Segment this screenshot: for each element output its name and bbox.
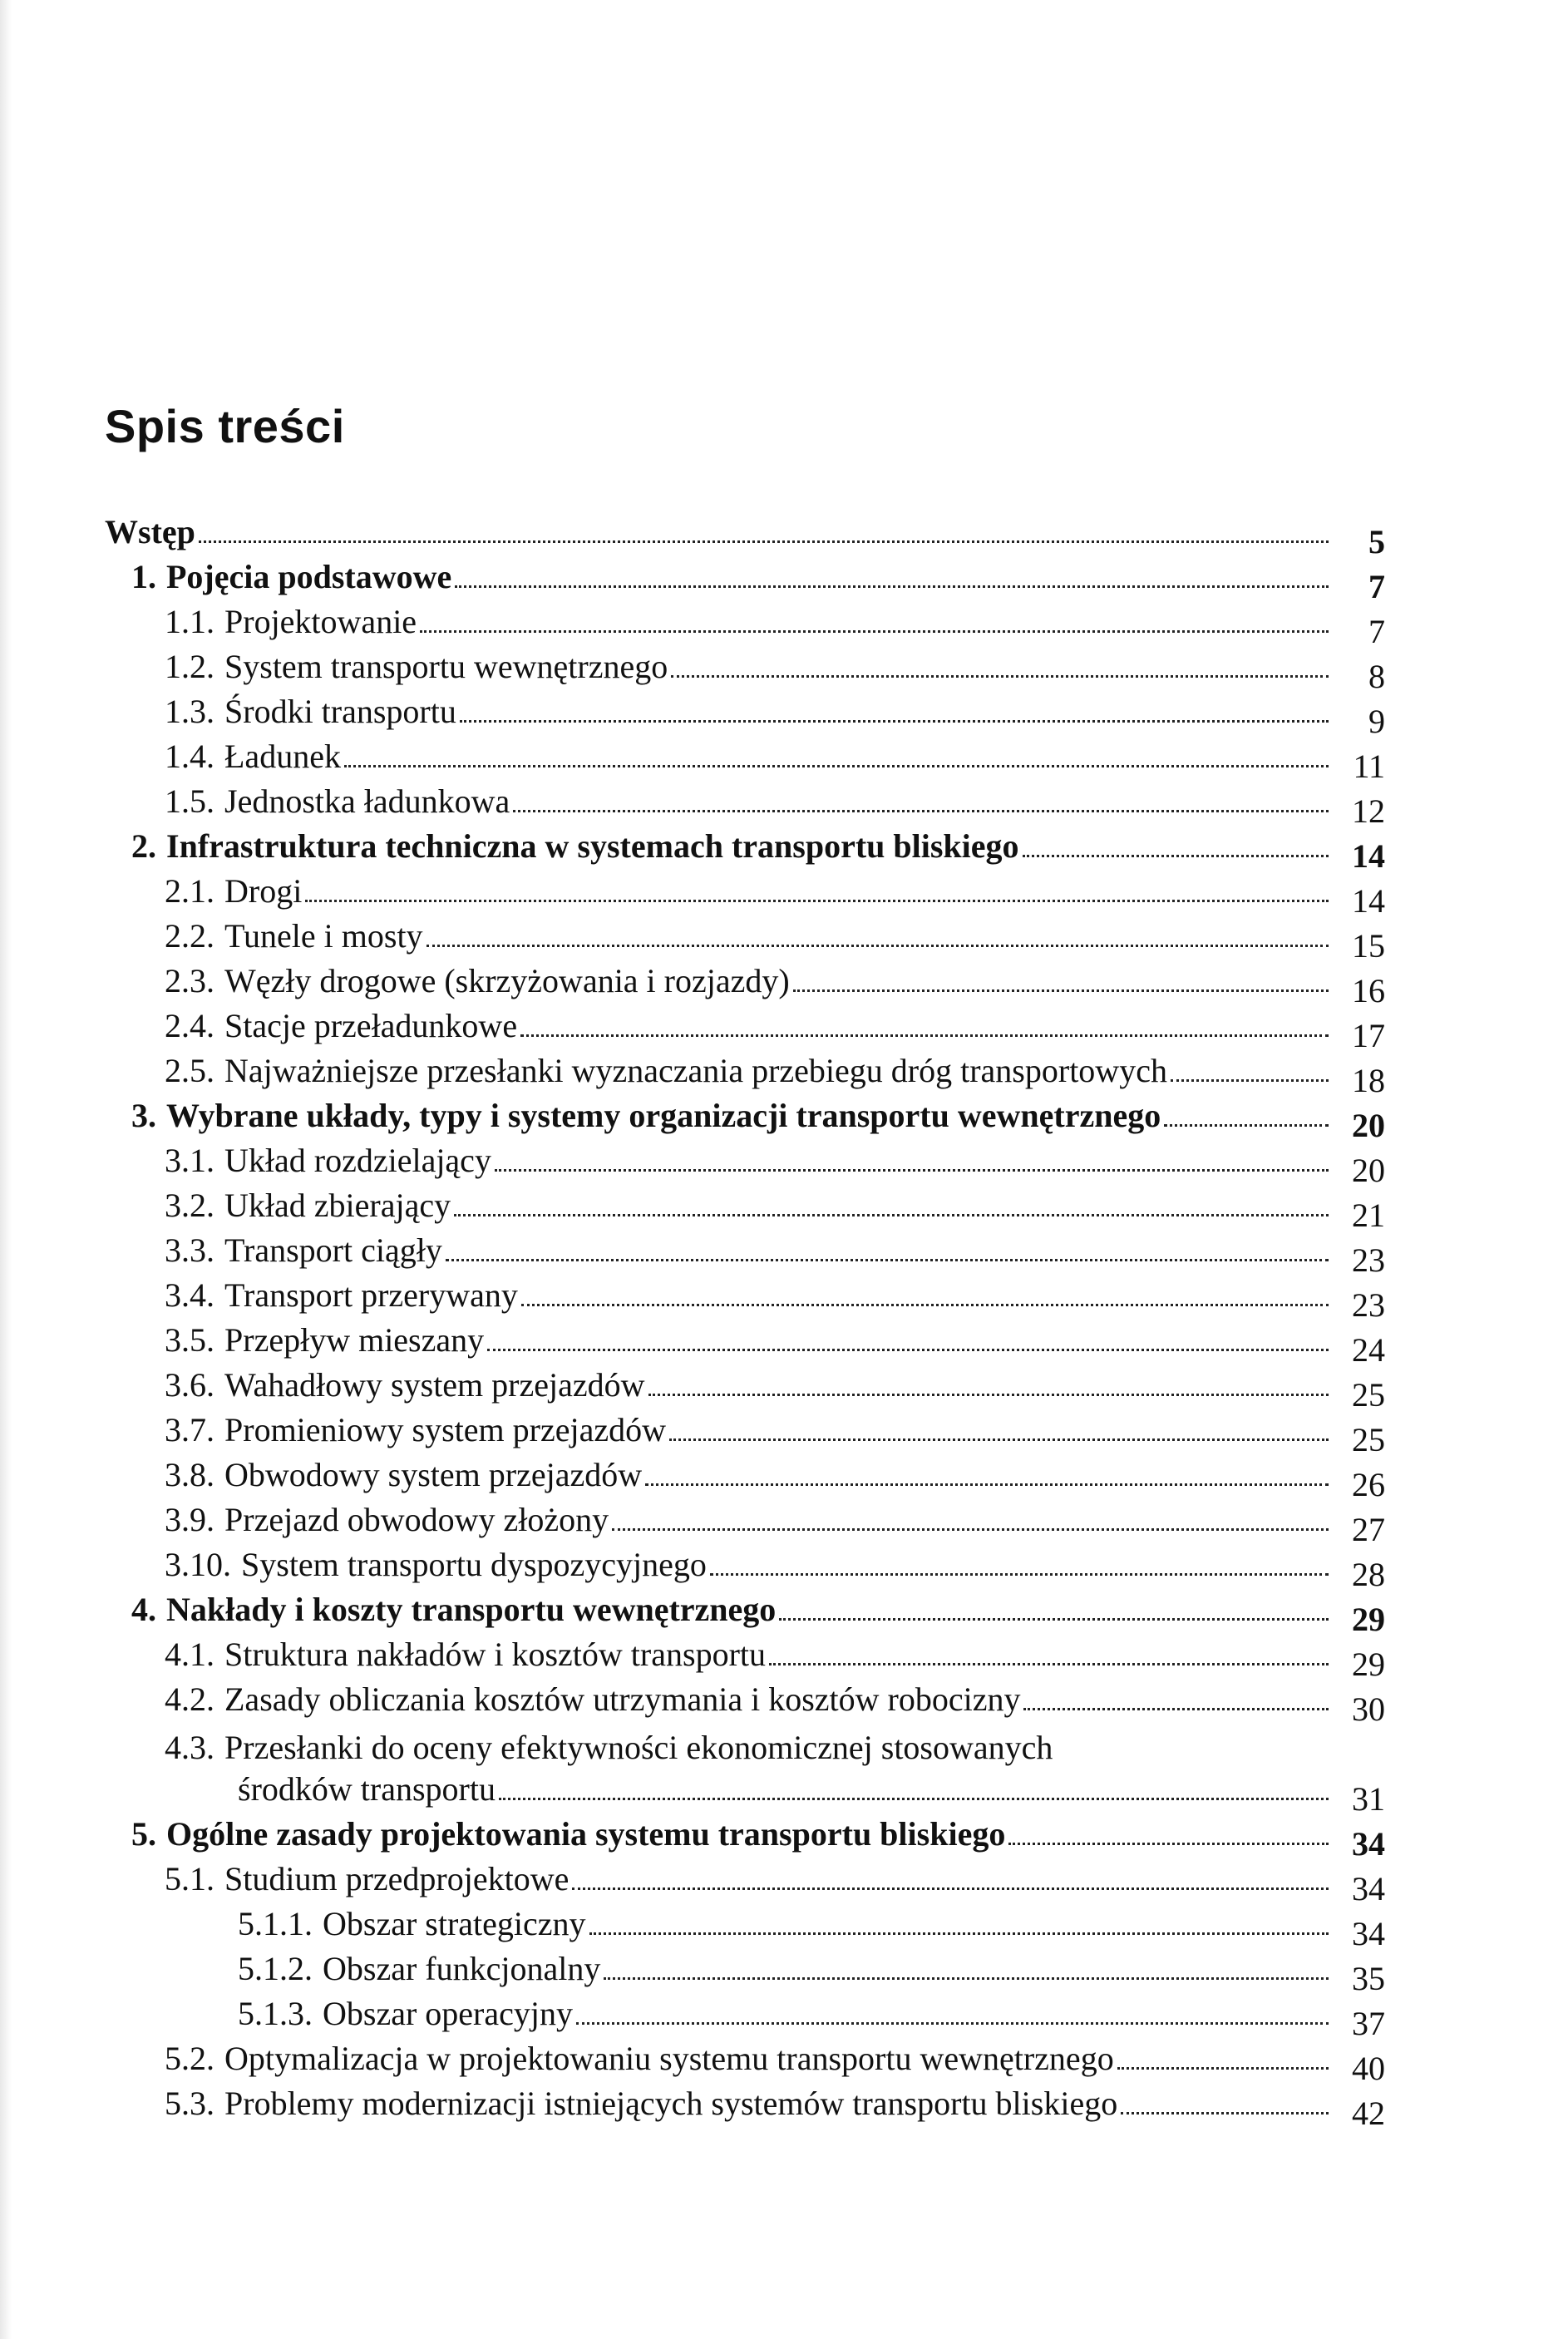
dot-leader	[513, 810, 1329, 812]
toc-entry[interactable]	[105, 1226, 1385, 1279]
toc-entry-page-number: 18	[1352, 1062, 1385, 1099]
dot-leader	[454, 1214, 1329, 1216]
toc-entry-number: 2.5.	[165, 1052, 214, 1089]
toc-entry[interactable]	[105, 1450, 1385, 1503]
toc-entry-title: Studium przedprojektowe	[224, 1860, 570, 1897]
toc-entry[interactable]	[105, 777, 1385, 830]
toc-entry-title: Struktura nakładów i kosztów transportu	[224, 1636, 766, 1673]
toc-entry[interactable]	[105, 911, 1385, 965]
dot-leader	[645, 1483, 1329, 1486]
toc-entry-page-number: 16	[1352, 972, 1385, 1009]
toc-entry-number: 2.	[131, 827, 156, 865]
toc-entry[interactable]	[105, 1181, 1385, 1234]
toc-entry[interactable]	[105, 1899, 1385, 1952]
toc-entry-title: Problemy modernizacji istniejących systemów transportu bliskiego	[224, 2085, 1118, 2122]
toc-entry-title: System transportu wewnętrznego	[224, 648, 668, 685]
page-title: Spis treści	[105, 400, 345, 452]
page-edge-shadow	[0, 0, 12, 2339]
toc-entry[interactable]	[105, 1809, 1385, 1863]
toc-entry-title: Projektowanie	[224, 603, 417, 640]
toc-entry-page-number: 34	[1352, 1915, 1385, 1952]
toc-entry-number: 3.8.	[165, 1456, 214, 1493]
toc-entry-title: Wstęp	[105, 513, 195, 550]
toc-entry-page-number: 20	[1352, 1152, 1385, 1189]
toc-entry-page-number: 37	[1352, 2005, 1385, 2042]
toc-entry[interactable]	[105, 2034, 1385, 2087]
dot-leader	[499, 1798, 1329, 1800]
toc-entry-page-number: 23	[1352, 1286, 1385, 1324]
toc-entry-title: Obszar funkcjonalny	[323, 1950, 601, 1987]
toc-entry-title: Drogi	[224, 872, 303, 910]
toc-entry-number: 1.5.	[165, 782, 214, 820]
toc-entry[interactable]	[105, 1854, 1385, 1907]
toc-entry-page-number: 12	[1352, 792, 1385, 830]
toc-entry-page-number: 40	[1352, 2050, 1385, 2087]
toc-entry-page-number: 31	[1352, 1780, 1385, 1818]
toc-entry-page-number: 15	[1352, 927, 1385, 965]
dot-leader	[1023, 1708, 1329, 1710]
toc-entry-number: 3.7.	[165, 1411, 214, 1448]
toc-entry-number: 2.4.	[165, 1007, 214, 1044]
toc-entry[interactable]	[105, 687, 1385, 740]
dot-leader	[446, 1259, 1329, 1261]
toc-entry-title: Układ zbierający	[224, 1187, 451, 1224]
toc-entry-number: 3.9.	[165, 1501, 214, 1538]
toc-entry-number: 5.1.1.	[238, 1905, 313, 1942]
toc-entry-page-number: 26	[1352, 1466, 1385, 1503]
toc-entry[interactable]	[105, 1675, 1385, 1728]
toc-entry-number: 5.3.	[165, 2085, 214, 2122]
toc-entry[interactable]	[105, 1001, 1385, 1054]
dot-leader	[669, 1438, 1329, 1441]
dot-leader	[344, 765, 1329, 767]
dot-leader	[779, 1618, 1329, 1621]
toc-entry-title: Pojęcia podstawowe	[166, 558, 452, 595]
toc-entry-number: 2.1.	[165, 872, 214, 910]
toc-entry-title: Transport przerywany	[224, 1276, 518, 1314]
toc-entry-title: Transport ciągły	[224, 1231, 442, 1269]
toc-entry-number: 4.2.	[165, 1680, 214, 1718]
toc-entry-page-number: 30	[1352, 1690, 1385, 1728]
toc-entry-page-number: 28	[1352, 1556, 1385, 1593]
toc-entry-title: System transportu dyspozycyjnego	[241, 1546, 707, 1583]
toc-entry-page-number: 8	[1368, 658, 1385, 695]
toc-entry-page-number: 35	[1352, 1960, 1385, 1997]
toc-entry-page-number: 7	[1368, 613, 1385, 650]
toc-entry-number: 1.2.	[165, 648, 214, 685]
toc-entry-number: 3.2.	[165, 1187, 214, 1224]
toc-entry[interactable]	[105, 1720, 1385, 1818]
toc-entry-page-number: 11	[1353, 748, 1385, 785]
toc-entry[interactable]	[105, 1630, 1385, 1683]
toc-entry-title: Promieniowy system przejazdów	[224, 1411, 666, 1448]
toc-entry[interactable]	[105, 1989, 1385, 2042]
dot-leader	[576, 2022, 1329, 2025]
dot-leader	[1008, 1843, 1329, 1845]
toc-entry-number: 4.1.	[165, 1636, 214, 1673]
toc-entry-page-number: 34	[1352, 1825, 1385, 1863]
toc-entry-number: 1.3.	[165, 693, 214, 730]
toc-entry-page-number: 25	[1352, 1376, 1385, 1414]
dot-leader	[612, 1528, 1329, 1531]
toc-entry-page-number: 23	[1352, 1241, 1385, 1279]
toc-entry-number: 5.	[131, 1815, 156, 1853]
toc-entry-number: 5.1.3.	[238, 1995, 313, 2032]
toc-entry-page-number: 14	[1352, 837, 1385, 875]
dot-leader	[199, 540, 1329, 543]
toc-entry-number: 3.10.	[165, 1546, 231, 1583]
toc-entry[interactable]	[105, 1271, 1385, 1324]
toc-entry-title: Obszar strategiczny	[323, 1905, 586, 1942]
toc-entry[interactable]	[105, 1405, 1385, 1458]
dot-leader	[520, 1034, 1329, 1037]
toc-entry[interactable]	[105, 1944, 1385, 1997]
toc-entry-title: Tunele i mosty	[224, 917, 423, 955]
toc-entry-page-number: 5	[1368, 523, 1385, 560]
dot-leader	[1117, 2067, 1329, 2070]
dot-leader	[460, 720, 1329, 723]
toc-entry-title: Jednostka ładunkowa	[224, 782, 510, 820]
toc-entry-page-number: 9	[1368, 703, 1385, 740]
toc-entry-title: Wahadłowy system przejazdów	[224, 1366, 645, 1404]
toc-entry[interactable]	[105, 507, 1385, 560]
dot-leader	[769, 1663, 1329, 1665]
dot-leader	[455, 585, 1329, 588]
toc-entry-title: Ładunek	[224, 738, 341, 775]
toc-entry-title: Węzły drogowe (skrzyżowania i rozjazdy)	[224, 962, 790, 999]
toc-entry-number: 3.6.	[165, 1366, 214, 1404]
toc-entry[interactable]	[105, 732, 1385, 785]
toc-entry-number: 3.1.	[165, 1142, 214, 1179]
toc-entry-page-number: 14	[1352, 882, 1385, 920]
toc-entry-number: 2.3.	[165, 962, 214, 999]
toc-entry-title: Przepływ mieszany	[224, 1321, 485, 1359]
toc-entry-page-number: 25	[1352, 1421, 1385, 1458]
toc-entry[interactable]	[105, 1585, 1385, 1638]
toc-entry-number: 5.1.	[165, 1860, 214, 1897]
toc-entry[interactable]	[105, 1046, 1385, 1099]
toc-entry-number: 3.3.	[165, 1231, 214, 1269]
toc-entry-number: 1.4.	[165, 738, 214, 775]
toc-entry-number: 1.1.	[165, 603, 214, 640]
toc-entry-title: Obszar operacyjny	[323, 1995, 573, 2032]
toc-entry-title: Nakłady i koszty transportu wewnętrznego	[166, 1591, 777, 1628]
dot-leader	[648, 1394, 1329, 1396]
toc-entry[interactable]	[105, 1315, 1385, 1369]
dot-leader	[495, 1169, 1329, 1172]
dot-leader	[671, 675, 1329, 678]
toc-entry-page-number: 21	[1352, 1197, 1385, 1234]
dot-leader	[1164, 1124, 1329, 1127]
toc-entry[interactable]	[105, 642, 1385, 695]
toc-entry-number: 5.1.2.	[238, 1950, 313, 1987]
toc-entry[interactable]	[105, 552, 1385, 605]
toc-entry-number: 2.2.	[165, 917, 214, 955]
toc-entry[interactable]	[105, 956, 1385, 1009]
toc-entry-number: 1.	[131, 558, 156, 595]
toc-entry-title-continued: środków transportu	[238, 1770, 496, 1808]
toc-entry[interactable]	[105, 1360, 1385, 1414]
toc-entry-title: Przesłanki do oceny efektywności ekonomicznej stosowanych	[224, 1729, 1053, 1766]
dot-leader	[487, 1349, 1329, 1351]
toc-entry-page-number: 34	[1352, 1870, 1385, 1907]
dot-leader	[604, 1977, 1329, 1980]
dot-leader	[521, 1304, 1329, 1306]
toc-entry-title: Wybrane układy, typy i systemy organizacji transportu wewnętrznego	[166, 1097, 1161, 1134]
toc-entry[interactable]	[105, 822, 1385, 875]
dot-leader	[420, 630, 1329, 633]
toc-entry-title: Obwodowy system przejazdów	[224, 1456, 643, 1493]
toc-entry-page-number: 7	[1368, 568, 1385, 605]
toc-entry[interactable]	[105, 2079, 1385, 2132]
toc-entry-title: Przejazd obwodowy złożony	[224, 1501, 609, 1538]
dot-leader	[589, 1932, 1329, 1935]
toc-entry-page-number: 29	[1352, 1601, 1385, 1638]
toc-entry-title: Optymalizacja w projektowaniu systemu transportu wewnętrznego	[224, 2040, 1114, 2077]
dot-leader	[1023, 855, 1329, 857]
toc-entry[interactable]	[105, 1540, 1385, 1593]
toc-entry-title: Ogólne zasady projektowania systemu transportu bliskiego	[166, 1815, 1006, 1853]
table-of-contents	[105, 507, 1385, 2132]
toc-entry-title: Środki transportu	[224, 693, 456, 730]
dot-leader	[1121, 2112, 1329, 2114]
toc-entry-number: 3.4.	[165, 1276, 214, 1314]
dot-leader	[427, 945, 1329, 947]
toc-entry[interactable]	[105, 1091, 1385, 1144]
toc-entry-title: Infrastruktura techniczna w systemach transportu bliskiego	[166, 827, 1019, 865]
toc-entry-page-number: 24	[1352, 1331, 1385, 1369]
toc-entry-number: 4.3.	[165, 1729, 214, 1766]
dot-leader	[1171, 1079, 1329, 1082]
dot-leader	[710, 1573, 1329, 1576]
dot-leader	[793, 989, 1329, 992]
toc-entry-number: 3.	[131, 1097, 156, 1134]
toc-entry-number: 3.5.	[165, 1321, 214, 1359]
toc-entry[interactable]	[105, 1136, 1385, 1189]
dot-leader	[305, 900, 1329, 902]
toc-entry-title: Układ rozdzielający	[224, 1142, 491, 1179]
toc-entry-title: Zasady obliczania kosztów utrzymania i kosztów robocizny	[224, 1680, 1021, 1718]
toc-entry-title: Najważniejsze przesłanki wyznaczania przebiegu dróg transportowych	[224, 1052, 1167, 1089]
toc-entry-page-number: 29	[1352, 1646, 1385, 1683]
toc-entry-title: Stacje przeładunkowe	[224, 1007, 518, 1044]
toc-entry[interactable]	[105, 597, 1385, 650]
dot-leader	[572, 1887, 1329, 1890]
toc-entry-page-number: 17	[1352, 1017, 1385, 1054]
toc-entry-page-number: 27	[1352, 1511, 1385, 1548]
toc-entry[interactable]	[105, 1495, 1385, 1548]
toc-entry-page-number: 42	[1352, 2095, 1385, 2132]
toc-entry[interactable]	[105, 866, 1385, 920]
toc-entry-number: 5.2.	[165, 2040, 214, 2077]
toc-entry-page-number: 20	[1352, 1107, 1385, 1144]
toc-entry-number: 4.	[131, 1591, 156, 1628]
